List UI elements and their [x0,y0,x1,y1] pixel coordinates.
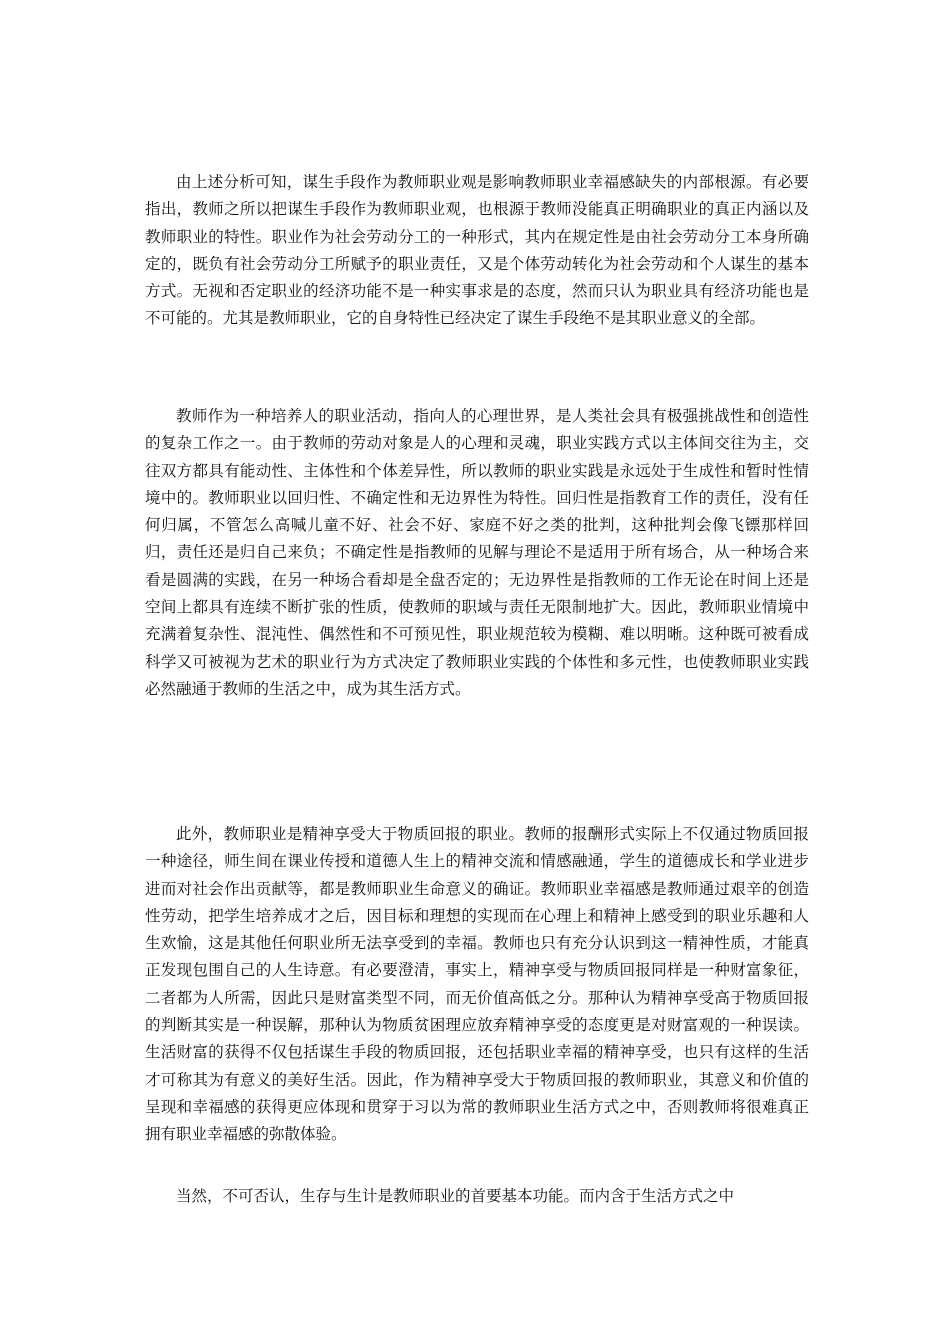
paragraph-1: 由上述分析可知，谋生手段作为教师职业观是影响教师职业幸福感缺失的内部根源。有必要指出，教师之所以把谋生手段作为教师职业观，也根源于教师没能真正明确职业的真正内涵以及教师职业的特性。职业作为社会劳动分工的一种形式，其内在规定性是由社会劳动分工本身所确定的，既负有社会劳动分工所赋予的职业责任，又是个体劳动转化为社会劳动和个人谋生的基本方式。无视和否定职业的经济功能不是一种实事求是的态度，然而只认为职业具有经济功能也是不可能的。尤其是教师职业，它的自身特性已经决定了谋生手段绝不是其职业意义的全部。 [145,173,809,328]
paragraph-4: 当然，不可否认，生存与生计是教师职业的首要基本功能。而内含于生活方式之中 [176,1187,735,1205]
paragraph-2: 教师作为一种培养人的职业活动，指向人的心理世界，是人类社会具有极强挑战性和创造性的复杂工作之一。由于教师的劳动对象是人的心理和灵魂，职业实践方式以主体间交往为主，交往双方都具有能动性、主体性和个体差异性，所以教师的职业实践是永远处于生成性和暂时性情境中的。教师职业以回归性、不确定性和无边界性为特性。回归性是指教育工作的责任，没有任何归属，不管怎么高喊儿童不好、社会不好、家庭不好之类的批判，这种批判会像飞镖那样回归，责任还是归自己来负；不确定性是指教师的见解与理论不是适用于所有场合，从一种场合来看是圆满的实践，在另一种场合看却是全盘否定的；无边界性是指教师的工作无论在时间上还是空间上都具有连续不断扩张的性质，使教师的职域与责任无限制地扩大。因此，教师职业情境中充满着复杂性、混沌性、偶然性和不可预见性，职业规范较为模糊、难以明晰。这种既可被看成科学又可被视为艺术的职业行为方式决定了教师职业实践的个体性和多元性，也使教师职业实践必然融通于教师的生活之中，成为其生活方式。 [145,407,809,698]
paragraph-3: 此外，教师职业是精神享受大于物质回报的职业。教师的报酬形式实际上不仅通过物质回报一种途径，师生间在课业传授和道德人生上的精神交流和情感融通，学生的道德成长和学业进步进而对社会作出贡献等，都是教师职业生命意义的确证。教师职业幸福感是教师通过艰辛的创造性劳动，把学生培养成才之后，因目标和理想的实现而在心理上和精神上感受到的职业乐趣和人生欢愉，这是其他任何职业所无法享受到的幸福。教师也只有充分认识到这一精神性质，才能真正发现包围自己的人生诗意。有必要澄清，事实上，精神享受与物质回报同样是一种财富象征，二者都为人所需，因此只是财富类型不同，而无价值高低之分。那种认为精神享受高于物质回报的判断其实是一种误解，那种认为物质贫困理应放弃精神享受的态度更是对财富观的一种误读。生活财富的获得不仅包括谋生手段的物质回报，还包括职业幸福的精神享受，也只有这样的生活才可称其为有意义的美好生活。因此，作为精神享受大于物质回报的教师职业，其意义和价值的呈现和幸福感的获得更应体现和贯穿于习以为常的教师职业生活方式之中，否则教师将很难真正拥有职业幸福感的弥散体验。 [145,825,809,1144]
